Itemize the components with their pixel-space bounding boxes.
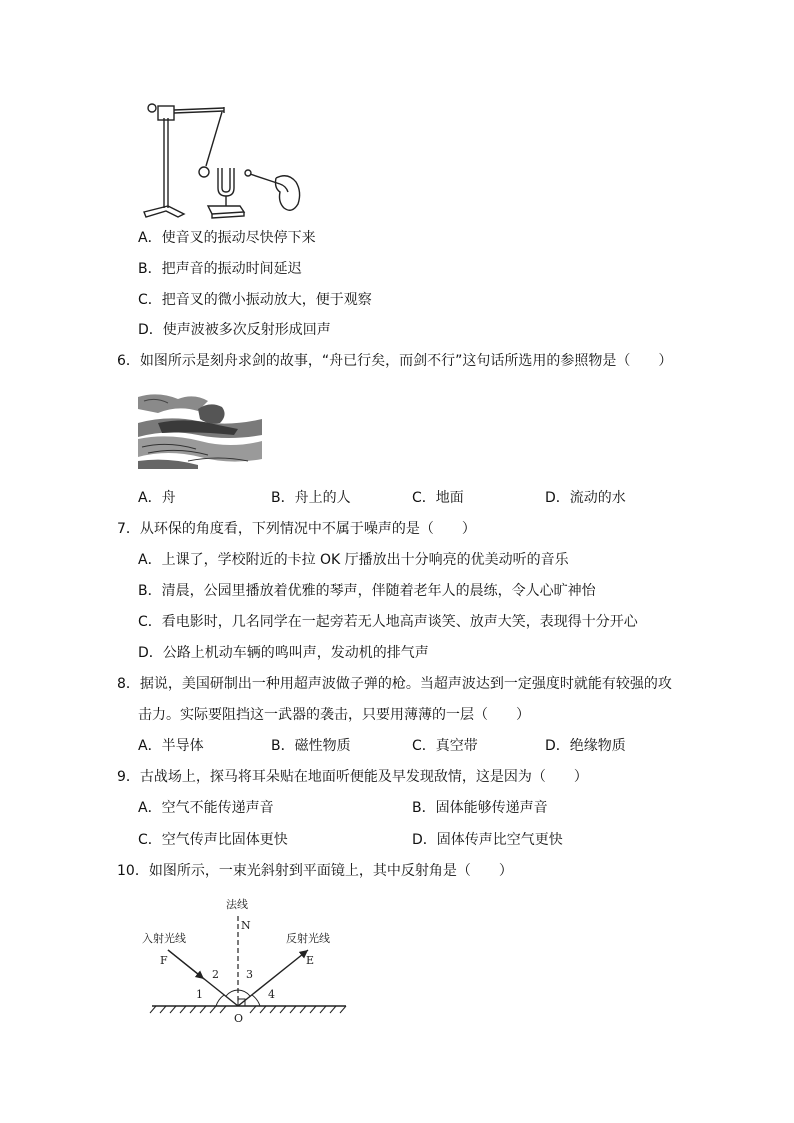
q7-option-b: B．清晨，公园里播放着优雅的琴声，伴随着老年人的晨练，令人心旷神怡: [138, 583, 596, 599]
label-incident-ray: 入射光线: [142, 932, 186, 945]
label-e: E: [306, 954, 315, 967]
q9-option-c: C．空气传声比固体更快: [138, 832, 288, 848]
q7-option-d: D．公路上机动车辆的鸣叫声，发动机的排气声: [138, 645, 429, 661]
label-normal: 法线: [226, 898, 248, 911]
label-angle-1: 1: [196, 988, 203, 1001]
label-n: N: [241, 919, 251, 932]
label-reflected-ray: 反射光线: [286, 932, 330, 945]
q8-question-line1: 8．据说，美国研制出一种用超声波做子弹的枪。当超声波达到一定强度时就能有较强的攻: [117, 676, 672, 692]
q5-option-a: A．使音叉的振动尽快停下来: [138, 230, 316, 246]
q10-question: 10．如图所示，一束光斜射到平面镜上，其中反射角是（ ）: [117, 863, 513, 879]
boat-story-illustration: [138, 389, 262, 469]
q7-question: 7．从环保的角度看，下列情况中不属于噪声的是（ ）: [117, 521, 476, 537]
q7-option-c: C．看电影时，几名同学在一起旁若无人地高声谈笑、放声大笑，表现得十分开心: [138, 614, 638, 630]
q9-option-d: D．固体传声比空气更快: [412, 832, 563, 848]
reflection-diagram: [138, 892, 364, 1024]
label-angle-2: 2: [212, 968, 219, 981]
q6-option-a: A．舟: [138, 490, 176, 506]
q8-option-d: D．绝缘物质: [545, 738, 626, 754]
q8-question-line2: 击力。实际要阻挡这一武器的袭击，只要用薄薄的一层（ ）: [138, 707, 530, 723]
tuning-fork-figure: [138, 96, 308, 222]
q5-option-c: C．把音叉的微小振动放大，便于观察: [138, 292, 372, 308]
q6-option-d: D．流动的水: [545, 490, 626, 506]
q7-option-a: A．上课了，学校附近的卡拉 OK 厅播放出十分响亮的优美动听的音乐: [138, 552, 569, 568]
q8-option-c: C．真空带: [412, 738, 478, 754]
label-angle-4: 4: [268, 988, 275, 1001]
q6-question: 6．如图所示是刻舟求剑的故事，“舟已行矣，而剑不行”这句话所选用的参照物是（ ）: [117, 353, 673, 369]
q5-option-b: B．把声音的振动时间延迟: [138, 261, 302, 277]
label-angle-3: 3: [246, 968, 253, 981]
q9-option-a: A．空气不能传递声音: [138, 800, 274, 816]
q5-option-d: D．使声波被多次反射形成回声: [138, 322, 331, 338]
q6-option-c: C．地面: [412, 490, 464, 506]
q9-option-b: B．固体能够传递声音: [412, 800, 548, 816]
label-o: O: [234, 1012, 244, 1024]
q6-option-b: B．舟上的人: [271, 490, 351, 506]
label-f: F: [160, 954, 168, 967]
q9-question: 9．古战场上，探马将耳朵贴在地面听便能及早发现敌情，这是因为（ ）: [117, 769, 588, 785]
q8-option-a: A．半导体: [138, 738, 204, 754]
q8-option-b: B．磁性物质: [271, 738, 351, 754]
